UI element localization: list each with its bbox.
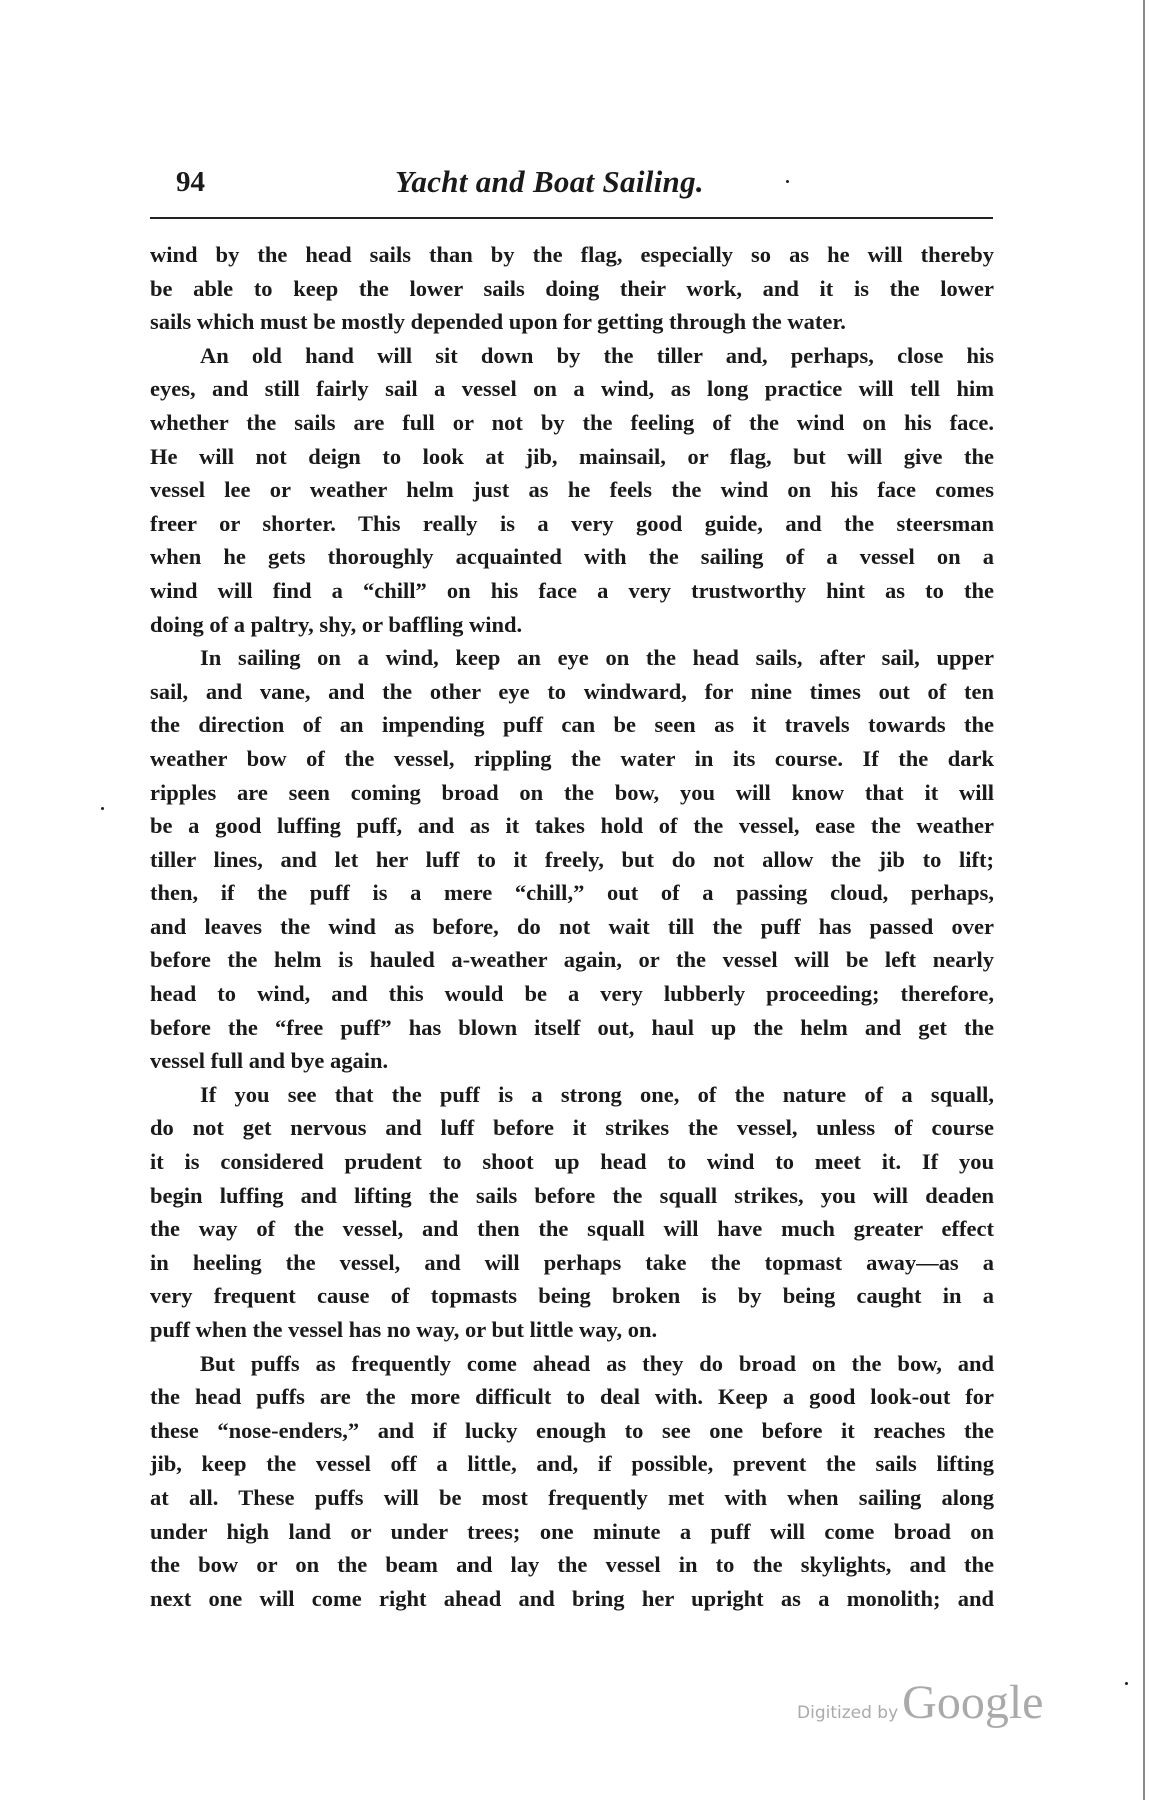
text-line: be a good luffing puff, and as it takes hold of the vessel, ease the weather — [150, 813, 994, 839]
text-line: whether the sails are full or not by the feeling of the wind on his face. — [150, 409, 994, 435]
text-line: under high land or under trees; one minute a puff will come broad on — [150, 1518, 994, 1544]
text-line: and leaves the wind as before, do not wait till the puff has passed over — [150, 913, 994, 939]
text-line: weather bow of the vessel, rippling the water in its course. If the dark — [150, 745, 994, 771]
text-line: sails which must be mostly depended upon for getting through the water. — [150, 309, 846, 335]
text-line: the bow or on the beam and lay the vessel in to the skylights, and the — [150, 1552, 994, 1578]
text-line: next one will come right ahead and bring her upright as a monolith; and — [150, 1585, 994, 1611]
text-line: wind will find a “chill” on his face a very trustworthy hint as to the — [150, 577, 994, 603]
text-line: in heeling the vessel, and will perhaps take the topmast away—as a — [150, 1249, 994, 1275]
text-line: when he gets thoroughly acquainted with the sailing of a vessel on a — [150, 544, 994, 570]
text-line: head to wind, and this would be a very lubberly proceeding; therefore, — [150, 981, 994, 1007]
text-line: freer or shorter. This really is a very good guide, and the steersman — [150, 510, 994, 536]
watermark-brand: Google — [902, 1676, 1044, 1729]
paragraph — [150, 238, 994, 339]
text-line: begin luffing and lifting the sails before the squall strikes, you will deaden — [150, 1182, 994, 1208]
paragraph — [150, 339, 994, 641]
text-line: before the helm is hauled a-weather again, or the vessel will be left nearly — [150, 947, 994, 973]
text-line: puff when the vessel has no way, or but little way, on. — [150, 1317, 658, 1342]
running-title: Yacht and Boat Sailing. — [395, 164, 704, 199]
text-line: then, if the puff is a mere “chill,” out of a passing cloud, perhaps, — [150, 880, 994, 906]
header-rule — [150, 217, 993, 219]
text-line: the way of the vessel, and then the squall will have much greater effect — [150, 1216, 994, 1242]
text-line: be able to keep the lower sails doing their work, and it is the lower — [150, 275, 994, 301]
text-line: eyes, and still fairly sail a vessel on a wind, as long practice will tell him — [150, 376, 994, 402]
body-text — [150, 238, 994, 1615]
text-line: do not get nervous and luff before it strikes the vessel, unless of course — [150, 1115, 994, 1141]
speck — [786, 180, 789, 183]
text-line: vessel full and bye again. — [150, 1048, 389, 1074]
digitized-by-google-watermark — [797, 1675, 1043, 1730]
text-line: at all. These puffs will be most frequently met with when sailing along — [150, 1484, 994, 1510]
text-line: jib, keep the vessel off a little, and, if possible, prevent the sails lifting — [150, 1451, 994, 1477]
text-line: If you see that the puff is a strong one, of the nature of a squall, — [200, 1081, 994, 1107]
text-line: But puffs as frequently come ahead as they do broad on the bow, and — [200, 1350, 994, 1376]
paragraph — [150, 1347, 994, 1616]
text-line: tiller lines, and let her luff to it freely, but do not allow the jib to lift; — [150, 846, 994, 872]
paragraph — [150, 641, 994, 1078]
text-line: the direction of an impending puff can be seen as it travels towards the — [150, 712, 994, 738]
watermark-prefix: Digitized by — [797, 1703, 899, 1723]
speck — [1125, 1682, 1128, 1685]
paragraph — [150, 1078, 994, 1347]
text-line: the head puffs are the more difficult to deal with. Keep a good look-out for — [150, 1384, 994, 1410]
text-line: An old hand will sit down by the tiller and, perhaps, close his — [200, 342, 994, 368]
text-line: wind by the head sails than by the flag, especially so as he will thereby — [150, 242, 994, 267]
text-line: He will not deign to look at jib, mainsail, or flag, but will give the — [150, 443, 994, 469]
text-line: In sailing on a wind, keep an eye on the head sails, after sail, upper — [200, 645, 994, 671]
text-line: very frequent cause of topmasts being broken is by being caught in a — [150, 1283, 994, 1309]
page-number: 94 — [176, 166, 205, 198]
speck — [101, 807, 104, 810]
text-line: before the “free puff” has blown itself out, haul up the helm and get the — [150, 1014, 994, 1040]
text-line: ripples are seen coming broad on the bow, you will know that it will — [150, 779, 994, 805]
text-line: sail, and vane, and the other eye to windward, for nine times out of ten — [150, 678, 994, 704]
page-edge — [1143, 0, 1145, 1800]
text-line: it is considered prudent to shoot up head to wind to meet it. If you — [150, 1149, 994, 1175]
text-line: vessel lee or weather helm just as he feels the wind on his face comes — [150, 477, 994, 503]
text-line: doing of a paltry, shy, or baffling wind. — [150, 611, 523, 637]
text-line: these “nose-enders,” and if lucky enough to see one before it reaches the — [150, 1417, 994, 1443]
